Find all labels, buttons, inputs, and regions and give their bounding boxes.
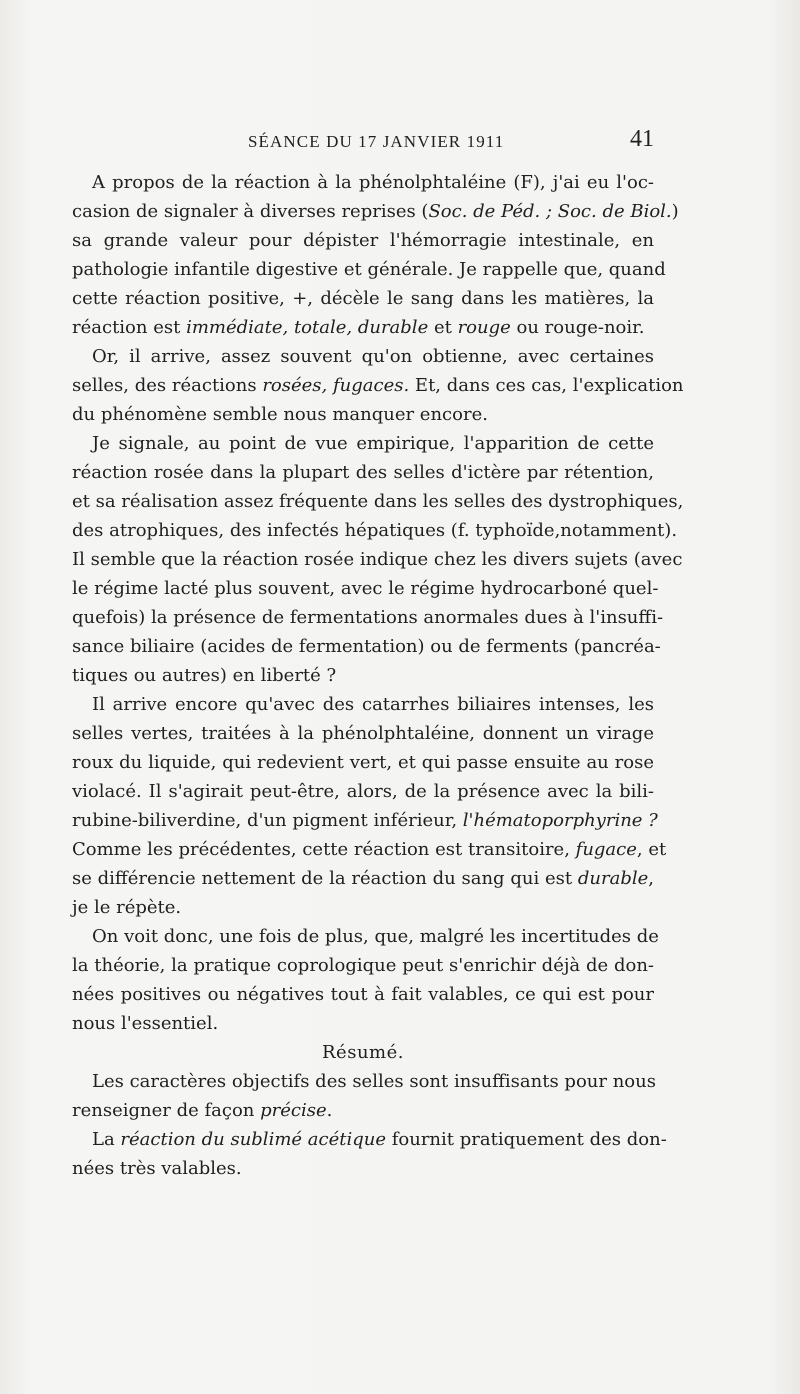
page-body	[72, 168, 684, 1179]
line-text: Il semble que la réaction rosée indique chez les divers sujets (avec	[72, 549, 683, 570]
text-line	[72, 168, 654, 197]
line-text: réaction rosée dans la plupart des selles d'ictère par rétention,	[72, 462, 654, 483]
text-line	[72, 1096, 654, 1125]
text-line	[72, 574, 659, 603]
line-text: selles vertes, traitées à la phénolphtaléine, donnent un virage	[72, 723, 654, 744]
line-text: renseigner de façon	[72, 1100, 261, 1121]
line-text: nées positives ou négatives tout à fait valables, ce qui est pour	[72, 984, 654, 1005]
line-text: rubine-biliverdine, d'un pigment inférieur,	[72, 810, 463, 831]
line-text: Il arrive encore qu'avec des catarrhes biliaires intenses, les	[92, 694, 654, 715]
line-text: ,	[648, 868, 654, 889]
italic-text: réaction du sublimé acétique	[120, 1129, 386, 1150]
line-text: le régime lacté plus souvent, avec le régime hydrocarboné quel-	[72, 578, 659, 599]
line-text: cette réaction positive, +, décèle le sang dans les matières, la	[72, 288, 654, 309]
text-line	[72, 545, 683, 574]
line-text: casion de signaler à diverses reprises (	[72, 201, 429, 222]
text-line	[72, 632, 661, 661]
paragraph-3	[72, 429, 684, 690]
summary-heading: Résumé.	[322, 1042, 404, 1063]
italic-text: rosées, fugaces.	[262, 375, 410, 396]
line-text: du phénomène semble nous manquer encore.	[72, 404, 488, 425]
line-text: violacé. Il s'agirait peut-être, alors, de la présence avec la bili-	[72, 781, 654, 802]
italic-text: immédiate, totale, durable	[186, 317, 429, 338]
line-text: quefois) la présence de fermentations anormales dues à l'insuffi-	[72, 607, 664, 628]
line-text: se différencie nettement de la réaction du sang qui est	[72, 868, 578, 889]
text-line	[72, 226, 654, 255]
paragraph-4	[72, 690, 667, 922]
line-text: Je signale, au point de vue empirique, l'apparition de cette	[92, 433, 654, 454]
line-text: sance biliaire (acides de fermentation) ou de ferments (pancréa-	[72, 636, 661, 657]
line-text: A propos de la réaction à la phénolphtaléine (F), j'ai eu l'oc-	[92, 172, 654, 193]
line-text: On voit donc, une fois de plus, que, malgré les incertitudes de	[92, 926, 659, 947]
text-line	[72, 922, 659, 951]
line-text: tiques ou autres) en liberté ?	[72, 665, 337, 686]
line-text: la théorie, la pratique coprologique peut s'enrichir déjà de don-	[72, 955, 654, 976]
line-text: Et, dans ces cas, l'explication	[409, 375, 684, 396]
line-text: Les caractères objectifs des selles sont insuffisants pour nous	[92, 1071, 656, 1092]
paragraph-5	[72, 922, 659, 1038]
text-line	[72, 777, 654, 806]
line-text: Comme les précédentes, cette réaction est transitoire,	[72, 839, 576, 860]
paragraph-6	[72, 1067, 654, 1125]
text-line	[72, 835, 667, 864]
line-text: pathologie infantile digestive et générale. Je rappelle que, quand	[72, 259, 666, 280]
text-line	[72, 516, 678, 545]
text-line	[72, 1154, 654, 1183]
page-header	[72, 128, 654, 156]
italic-citation: Soc. de Péd. ; Soc. de Biol.	[428, 201, 672, 222]
line-text: fournit pratiquement des don-	[386, 1129, 667, 1150]
text-line	[72, 1009, 654, 1038]
line-text: selles, des réactions	[72, 375, 263, 396]
text-line	[72, 429, 654, 458]
line-text: et sa réalisation assez fréquente dans les selles des dystrophiques,	[72, 491, 684, 512]
italic-text: fugace	[575, 839, 637, 860]
italic-text: durable	[577, 868, 649, 889]
text-line	[72, 748, 654, 777]
line-text: )	[671, 201, 679, 222]
paragraph-7	[72, 1125, 667, 1183]
line-text: réaction est	[72, 317, 187, 338]
text-line	[72, 690, 654, 719]
line-text: sa grande valeur pour dépister l'hémorragie intestinale, en	[72, 230, 654, 251]
text-line	[72, 1067, 654, 1096]
line-text: La	[92, 1129, 121, 1150]
line-text: des atrophiques, des infectés hépatiques (f. typhoïde,notamment).	[72, 520, 678, 541]
text-line	[72, 603, 664, 632]
italic-text: rouge	[457, 317, 511, 338]
text-line	[72, 951, 654, 980]
text-line	[72, 371, 684, 400]
line-text: et	[428, 317, 458, 338]
line-text: roux du liquide, qui redevient vert, et qui passe ensuite au rose	[72, 752, 654, 773]
italic-text: l'hématoporphyrine ?	[462, 810, 658, 831]
line-text: je le répète.	[72, 897, 182, 918]
text-line	[72, 806, 658, 835]
paragraph-1	[72, 168, 679, 342]
line-text: Or, il arrive, assez souvent qu'on obtienne, avec certaines	[92, 346, 654, 367]
text-line	[72, 458, 654, 487]
text-line	[72, 893, 654, 922]
line-text: ou rouge-noir.	[510, 317, 645, 338]
running-title: SÉANCE DU 17 JANVIER 1911	[248, 132, 505, 151]
italic-text: précise	[260, 1100, 327, 1121]
page-number: 41	[630, 126, 654, 152]
text-line	[72, 284, 654, 313]
text-line	[72, 980, 654, 1009]
paragraph-2	[72, 342, 684, 429]
text-line	[72, 313, 654, 342]
line-text: .	[326, 1100, 333, 1121]
line-text: , et	[636, 839, 667, 860]
text-line	[72, 342, 654, 371]
text-line	[72, 487, 684, 516]
text-line	[72, 1125, 667, 1154]
text-line	[72, 400, 654, 429]
text-line	[72, 864, 654, 893]
text-line	[72, 661, 654, 690]
text-line	[72, 197, 679, 226]
line-text: nous l'essentiel.	[72, 1013, 219, 1034]
line-text: nées très valables.	[72, 1158, 242, 1179]
text-line	[72, 255, 666, 284]
text-line	[72, 719, 654, 748]
